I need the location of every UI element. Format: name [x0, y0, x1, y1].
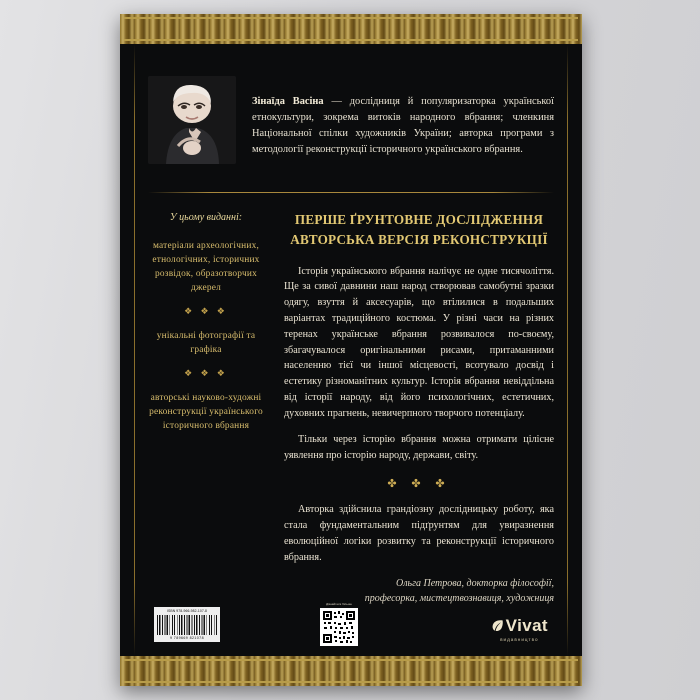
description-paragraph-2: Тільки через історію вбрання можна отримати цілісне уявлення про історію народу, держави, світу. — [284, 433, 554, 461]
headline-line-1: ПЕРШЕ ҐРУНТОВНЕ ДОСЛІДЖЕННЯ — [294, 212, 544, 227]
endorsement-paragraph: Авторка здійснила грандіозну дослідницьку роботу, яка стала фундаментальним підґрунтям для увиразнення еволюційної логіки розвитку та реконструкції історичного вбрання. — [284, 504, 554, 563]
feature-item-2: унікальні фотографії та графіка — [156, 330, 256, 356]
isbn-text: ISBN 978-966-982-107-8 — [166, 608, 208, 613]
qr-code-svg — [322, 610, 356, 644]
features-column — [148, 210, 264, 606]
isbn-number: 9 789669 821078 — [170, 636, 204, 640]
side-rule-left — [134, 44, 135, 656]
feature-item-1: матеріали археологічних, етнологічних, історичних розвідок, образотворчих джерел — [152, 241, 260, 294]
publisher-name — [491, 617, 548, 635]
barcode-icon — [157, 615, 217, 635]
leaf-icon — [491, 618, 504, 635]
publisher-name-text: Vivat — [505, 615, 548, 635]
author-block — [148, 76, 554, 164]
back-cover — [120, 14, 582, 686]
quote-attribution-line-1: Ольга Петрова, докторка філософії, — [395, 577, 554, 589]
quote-attribution-line-2: професорка, мистецтвознавиця, художниця — [364, 592, 554, 604]
headline-line-2: АВТОРСЬКА ВЕРСІЯ РЕКОНСТРУКЦІЇ — [290, 231, 548, 247]
publisher-logo — [491, 617, 548, 642]
qr-code-icon[interactable] — [320, 608, 358, 646]
description-paragraph-1: Історія українського вбрання налічує не одне тисячоліття. Ще за сивої давнини наш народ створював самобутні зразки одягу, взуття й аксесуарів, що втілилися в подальших варіантах традиційного костюма. У різні часи на різних теренах українське вбрання розвивалося по-своєму, збагачувалося оригінальними рисами, притаманними населенню тієї чи іншої місцевості, всотувало досвід і естетику різноманітних культур. Історія вбрання невіддільна від історії народу, від його психологічних, естетичних, духовних прагнень, невичерпного творчого потенціалу. — [284, 265, 554, 419]
ornamental-band-bottom — [120, 656, 582, 686]
ornamental-band-top — [120, 14, 582, 44]
headline — [284, 210, 554, 250]
author-bio-text: — дослідниця й популяризаторка української етнокультури, зокрема витоків народного вбрання; членкиня Національної спілки художників України; авторка програми з методології реконструкції історичного українського вбрання. — [252, 96, 555, 156]
leaf-svg — [491, 619, 504, 632]
ornament-divider-icon: ✤ ✤ ✤ — [387, 478, 451, 491]
author-portrait-icon — [148, 76, 236, 164]
quote-attribution — [284, 576, 554, 606]
feature-item-3: авторські науково-художні реконструкції українського історичного вбрання — [149, 392, 263, 431]
author-bio — [252, 76, 554, 159]
author-divider — [148, 192, 554, 193]
body-area — [148, 210, 554, 606]
qr-block[interactable] — [320, 603, 358, 646]
ornament-icon-2: ❖ ❖ ❖ — [184, 368, 228, 379]
ornament-icon-1: ❖ ❖ ❖ — [184, 306, 228, 317]
description-column — [284, 210, 554, 606]
publisher-subtitle: видавництво — [500, 637, 539, 642]
qr-caption: Дізнайтеся більше — [326, 601, 352, 606]
features-heading: У цьому виданні: — [169, 212, 243, 223]
author-portrait-photo — [148, 76, 236, 164]
author-name: Зінаїда Васіна — [252, 96, 324, 107]
side-rule-right — [567, 44, 568, 656]
barcode-block — [154, 607, 220, 642]
